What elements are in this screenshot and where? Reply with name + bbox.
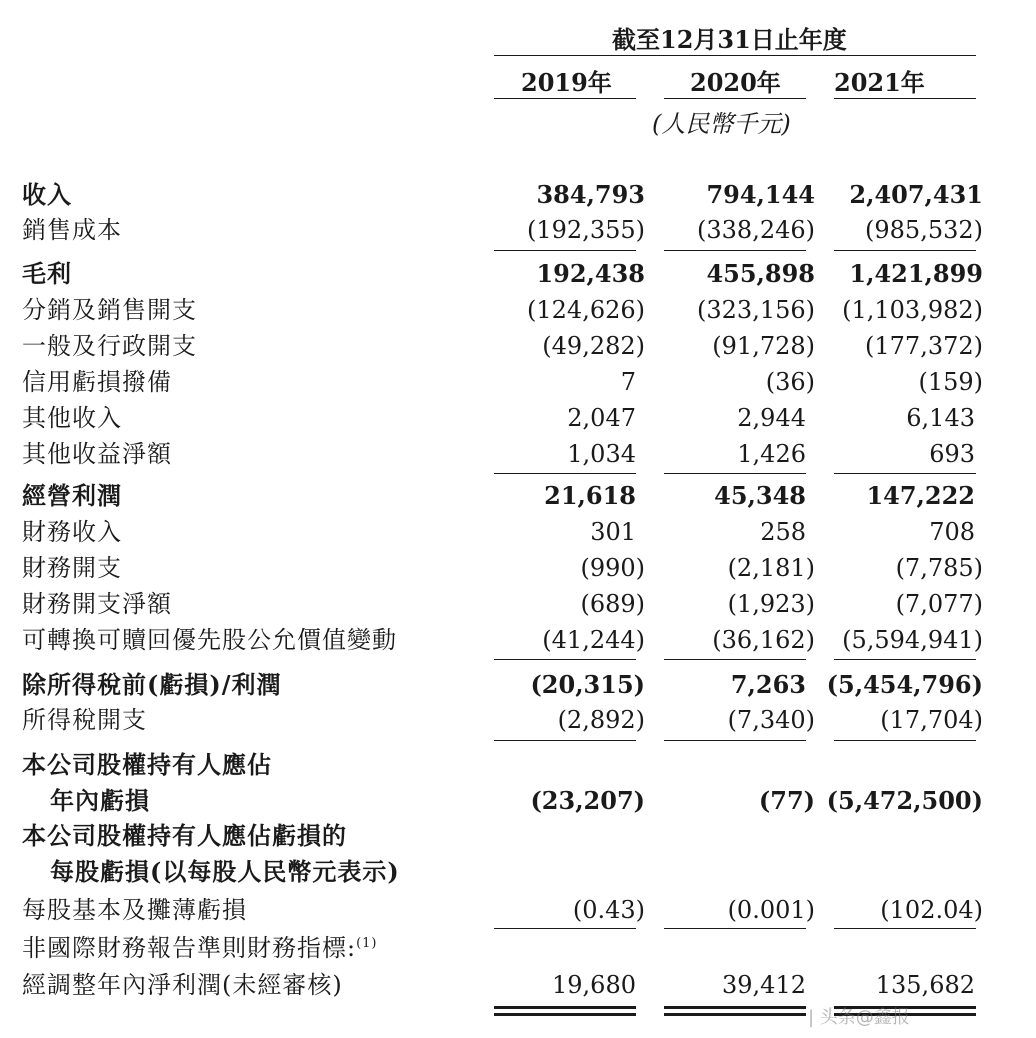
value-2020: (323,156)	[697, 296, 815, 324]
year-header-2021: 2021年	[834, 68, 925, 97]
value-2020: 794,144	[706, 180, 815, 209]
value-2021: (1,103,982)	[842, 296, 983, 324]
table-row-eps-subheading	[0, 855, 1036, 889]
table-row-finance-expenses	[0, 551, 1036, 585]
value-2019: (0.43)	[572, 896, 645, 924]
value-2019: (49,282)	[542, 332, 645, 360]
row-label: 可轉換可贖回優先股公允價值變動	[22, 626, 397, 654]
value-2019: (20,315)	[530, 670, 645, 699]
row-label: 每股虧損(以每股人民幣元表示)	[50, 857, 400, 886]
value-2021: 2,407,431	[849, 180, 983, 209]
value-2019: 2,047	[567, 404, 636, 432]
value-2021: 693	[929, 440, 975, 468]
value-2019: (689)	[580, 590, 645, 618]
value-2020: (91,728)	[712, 332, 815, 360]
value-2020: 1,426	[737, 440, 806, 468]
table-row-non-ifrs-heading	[0, 931, 1036, 965]
value-2020: 2,944	[737, 404, 806, 432]
row-label: 財務開支	[22, 554, 122, 582]
table-row-operating-profit	[0, 479, 1036, 513]
table-row-loss-attributable-heading	[0, 748, 1036, 782]
table-row-other-income	[0, 401, 1036, 435]
row-label: 非國際財務報告準則財務指標:$^{(1)}$	[22, 934, 378, 962]
table-row-adjusted-net-profit	[0, 968, 1036, 1002]
value-2019: (41,244)	[542, 626, 645, 654]
row-label: 所得稅開支	[22, 706, 147, 734]
table-row-eps-heading	[0, 819, 1036, 853]
period-underline	[494, 55, 976, 56]
value-2019: 21,618	[544, 481, 636, 510]
value-2021: (5,472,500)	[826, 786, 983, 815]
value-2021: (159)	[918, 368, 983, 396]
value-2020: (36,162)	[712, 626, 815, 654]
row-label: 信用虧損撥備	[22, 368, 172, 396]
row-label: 財務開支淨額	[22, 590, 172, 618]
value-2019: 301	[590, 518, 636, 546]
row-label: 每股基本及攤薄虧損	[22, 896, 247, 924]
value-2020: (2,181)	[727, 554, 815, 582]
table-row-other-gains	[0, 437, 1036, 471]
table-row-fair-value-change	[0, 623, 1036, 657]
year-header-2019: 2019年	[521, 68, 612, 97]
value-2020: 258	[760, 518, 806, 546]
value-2020: (0.001)	[727, 896, 815, 924]
row-label: 本公司股權持有人應佔	[22, 750, 272, 779]
value-2021: (5,454,796)	[826, 670, 983, 699]
row-label: 分銷及銷售開支	[22, 296, 197, 324]
row-label: 一般及行政開支	[22, 332, 197, 360]
table-row-revenue	[0, 178, 1036, 212]
footnote-marker: (1)	[356, 936, 378, 951]
row-label: 年內虧損	[50, 786, 150, 815]
value-2020: (7,340)	[727, 706, 815, 734]
table-row-finance-income	[0, 515, 1036, 549]
year-header-2020: 2020年	[690, 68, 781, 97]
value-2019: (124,626)	[527, 296, 645, 324]
value-2019: 384,793	[536, 180, 645, 209]
value-2020: 455,898	[706, 259, 815, 288]
row-label: 經調整年內淨利潤(未經審核)	[22, 971, 343, 999]
value-2020: (1,923)	[727, 590, 815, 618]
row-label: 除所得稅前(虧損)/利潤	[22, 670, 282, 699]
value-2021: (7,785)	[895, 554, 983, 582]
value-2021: (17,704)	[880, 706, 983, 734]
table-row-credit-loss	[0, 365, 1036, 399]
table-row-admin-expenses	[0, 329, 1036, 363]
value-2019: 7	[620, 368, 636, 396]
value-2020: 39,412	[722, 971, 806, 999]
value-2019: (2,892)	[557, 706, 645, 734]
value-2021: (5,594,941)	[842, 626, 983, 654]
value-2021: 708	[929, 518, 975, 546]
table-row-net-finance-expenses	[0, 587, 1036, 621]
value-2020: 7,263	[730, 670, 806, 699]
row-label: 財務收入	[22, 518, 122, 546]
value-2020: (77)	[758, 786, 815, 815]
table-row-basic-diluted-eps	[0, 893, 1036, 927]
value-2021: 135,682	[875, 971, 975, 999]
value-2021: 147,222	[866, 481, 975, 510]
row-label: 銷售成本	[22, 216, 122, 244]
table-row-income-tax	[0, 703, 1036, 737]
value-2020: (338,246)	[697, 216, 815, 244]
value-2020: (36)	[765, 368, 815, 396]
currency-unit: (人民幣千元)	[652, 110, 791, 138]
value-2019: (990)	[580, 554, 645, 582]
row-label: 經營利潤	[22, 481, 122, 510]
value-2021: (985,532)	[865, 216, 983, 244]
row-label: 毛利	[22, 259, 72, 288]
table-row-loss-for-year	[0, 784, 1036, 818]
value-2019: 19,680	[552, 971, 636, 999]
value-2019: 1,034	[567, 440, 636, 468]
watermark: | 头条@鑫报	[808, 1007, 910, 1028]
value-2019: 192,438	[536, 259, 645, 288]
table-row-gross-profit	[0, 257, 1036, 291]
row-label: 收入	[22, 180, 72, 209]
row-label: 其他收益淨額	[22, 440, 172, 468]
value-2021: (102.04)	[880, 896, 983, 924]
value-2021: (7,077)	[895, 590, 983, 618]
value-2019: (192,355)	[527, 216, 645, 244]
period-header: 截至12月31日止年度	[612, 25, 847, 54]
row-label: 本公司股權持有人應佔虧損的	[22, 821, 347, 850]
value-2019: (23,207)	[530, 786, 645, 815]
value-2021: (177,372)	[865, 332, 983, 360]
row-label: 其他收入	[22, 404, 122, 432]
value-2021: 1,421,899	[849, 259, 983, 288]
table-row-cost-of-sales	[0, 213, 1036, 247]
value-2021: 6,143	[906, 404, 975, 432]
table-row-distribution-expenses	[0, 293, 1036, 327]
value-2020: 45,348	[714, 481, 806, 510]
table-row-profit-before-tax	[0, 668, 1036, 702]
